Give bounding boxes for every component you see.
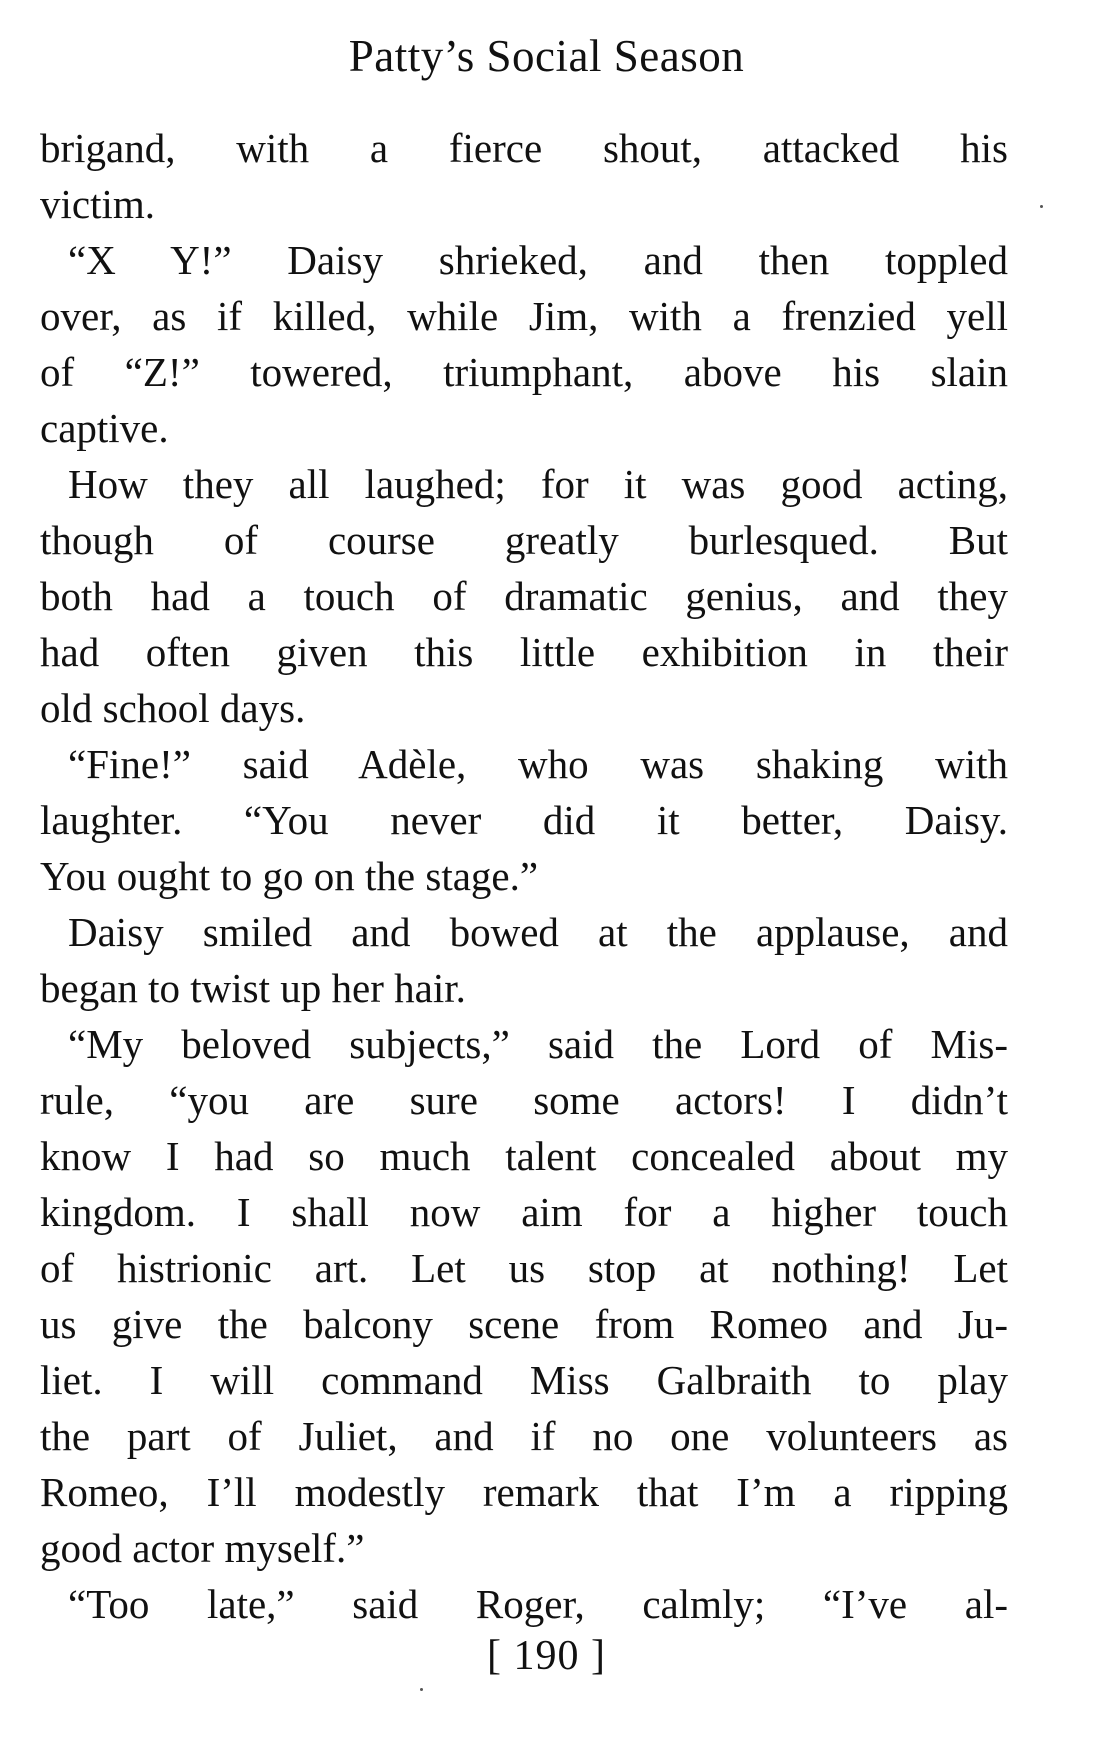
text-line: us give the balcony scene from Romeo and Ju- (40, 1301, 1008, 1347)
text-line: captive. (40, 405, 169, 451)
text-line: though of course greatly burlesqued. But (40, 517, 1008, 563)
text-line: kingdom. I shall now aim for a higher touch (40, 1189, 1008, 1235)
text-line: “Too late,” said Roger, calmly; “I’ve al- (68, 1581, 1008, 1627)
page-number: [ 190 ] (487, 1633, 606, 1679)
text-line: brigand, with a fierce shout, attacked his (40, 125, 1008, 171)
text-line: “X Y!” Daisy shrieked, and then toppled (68, 237, 1008, 283)
text-line: the part of Juliet, and if no one volunteers as (40, 1413, 1008, 1459)
text-line: liet. I will command Miss Galbraith to play (40, 1357, 1008, 1403)
text-line: You ought to go on the stage.” (40, 853, 539, 899)
text-line: of histrionic art. Let us stop at nothing! Let (40, 1245, 1008, 1291)
text-line: “My beloved subjects,” said the Lord of Mis- (68, 1021, 1008, 1067)
text-line: Daisy smiled and bowed at the applause, and (68, 909, 1008, 955)
text-line: Romeo, I’ll modestly remark that I’m a ripping (40, 1469, 1008, 1515)
text-line: of “Z!” towered, triumphant, above his slain (40, 349, 1008, 395)
text-line: know I had so much talent concealed about my (40, 1133, 1008, 1179)
text-line: laughter. “You never did it better, Daisy. (40, 797, 1008, 843)
paper-speck (420, 1688, 423, 1691)
text-line: How they all laughed; for it was good acting, (68, 461, 1008, 507)
text-line: began to twist up her hair. (40, 965, 466, 1011)
running-head: Patty’s Social Season (348, 31, 745, 81)
text-line: victim. (40, 181, 156, 227)
body-text (40, 120, 1008, 1632)
text-line: over, as if killed, while Jim, with a frenzied yell (40, 293, 1008, 339)
text-line: “Fine!” said Adèle, who was shaking with (68, 741, 1008, 787)
text-line: rule, “you are sure some actors! I didn’t (40, 1077, 1008, 1123)
text-line: good actor myself.” (40, 1525, 365, 1571)
text-line: both had a touch of dramatic genius, and they (40, 573, 1008, 619)
text-line: old school days. (40, 685, 306, 731)
text-line: had often given this little exhibition in their (40, 629, 1008, 675)
paper-speck (1040, 205, 1043, 208)
